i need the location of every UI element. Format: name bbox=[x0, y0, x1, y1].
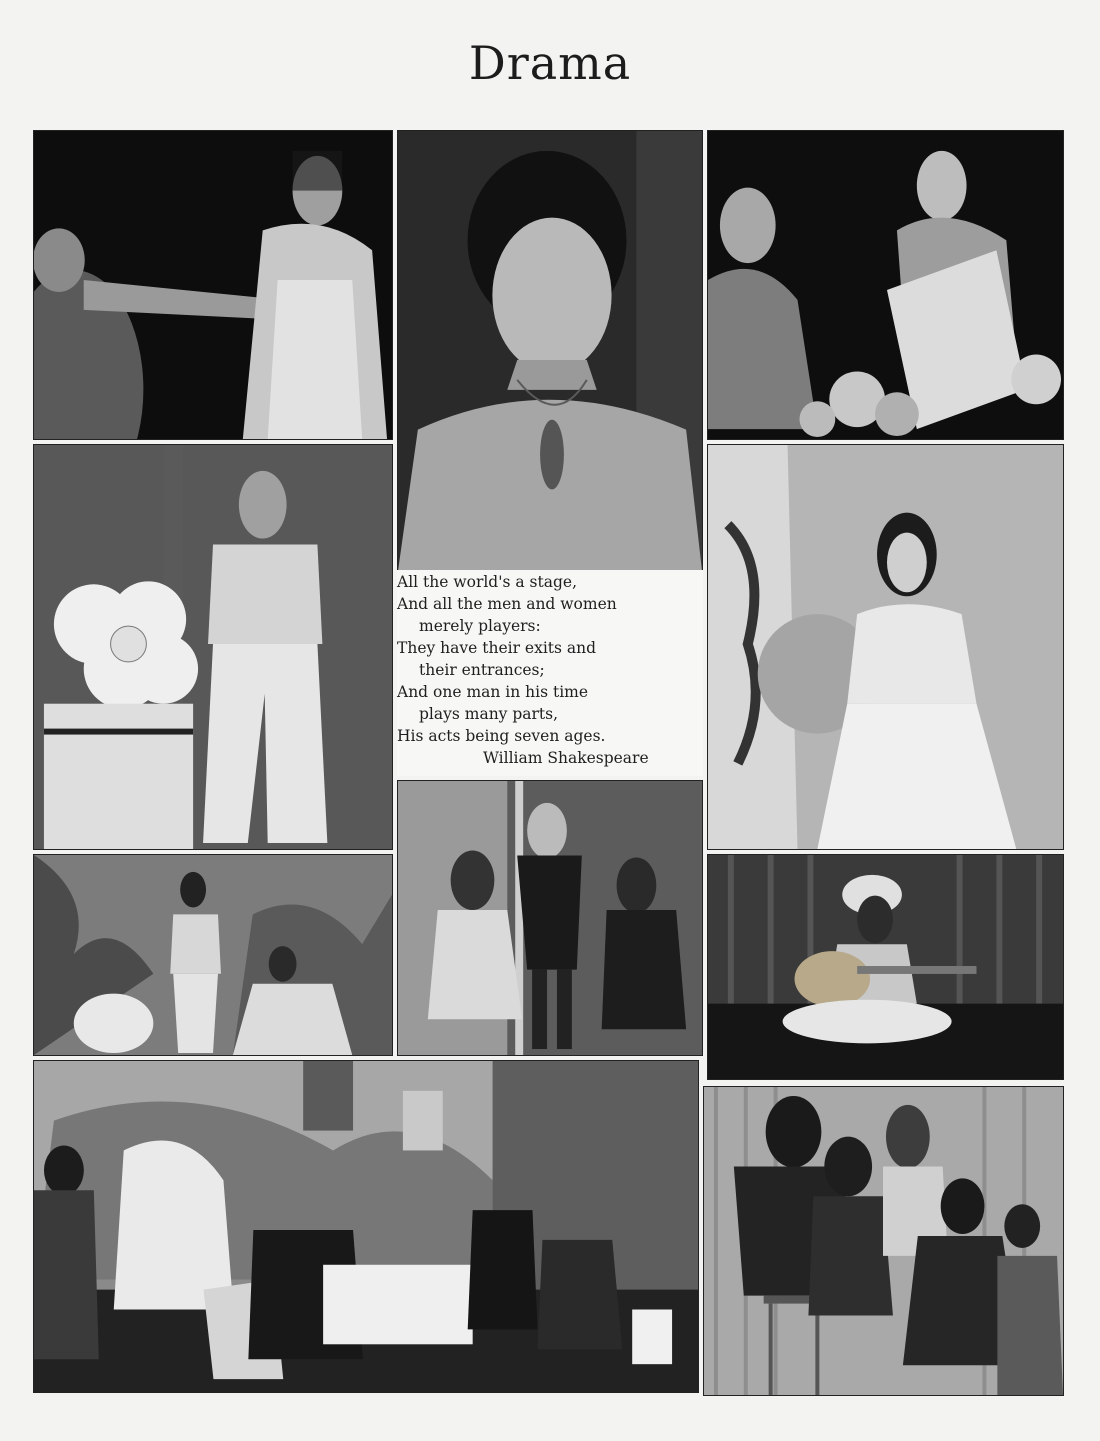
photo-stage-scene-forest bbox=[33, 854, 393, 1056]
quote-line: plays many parts, bbox=[419, 705, 559, 723]
photo-portrait-woman bbox=[397, 130, 703, 572]
photo-actress-flower-prop bbox=[33, 444, 393, 850]
photo-group-on-stool bbox=[703, 1086, 1064, 1396]
photo-singing-girl bbox=[707, 444, 1064, 850]
photo-girls-with-flowers bbox=[707, 130, 1064, 440]
photo-cast-tea-party bbox=[33, 1060, 699, 1393]
photo-three-performers bbox=[397, 780, 703, 1056]
quote-line: They have their exits and bbox=[397, 639, 597, 657]
quote-line: His acts being seven ages. bbox=[397, 727, 606, 745]
quote-line: merely players: bbox=[419, 617, 541, 635]
shakespeare-quote bbox=[397, 570, 703, 776]
quote-line: And one man in his time bbox=[397, 683, 589, 701]
page-title: Drama bbox=[468, 36, 632, 90]
quote-author: William Shakespeare bbox=[483, 749, 649, 767]
quote-line: their entrances; bbox=[419, 661, 545, 679]
photo-guitar-player bbox=[707, 854, 1064, 1080]
quote-line: All the world's a stage, bbox=[397, 573, 577, 591]
quote-line: And all the men and women bbox=[397, 595, 617, 613]
photo-two-actresses-stage bbox=[33, 130, 393, 440]
